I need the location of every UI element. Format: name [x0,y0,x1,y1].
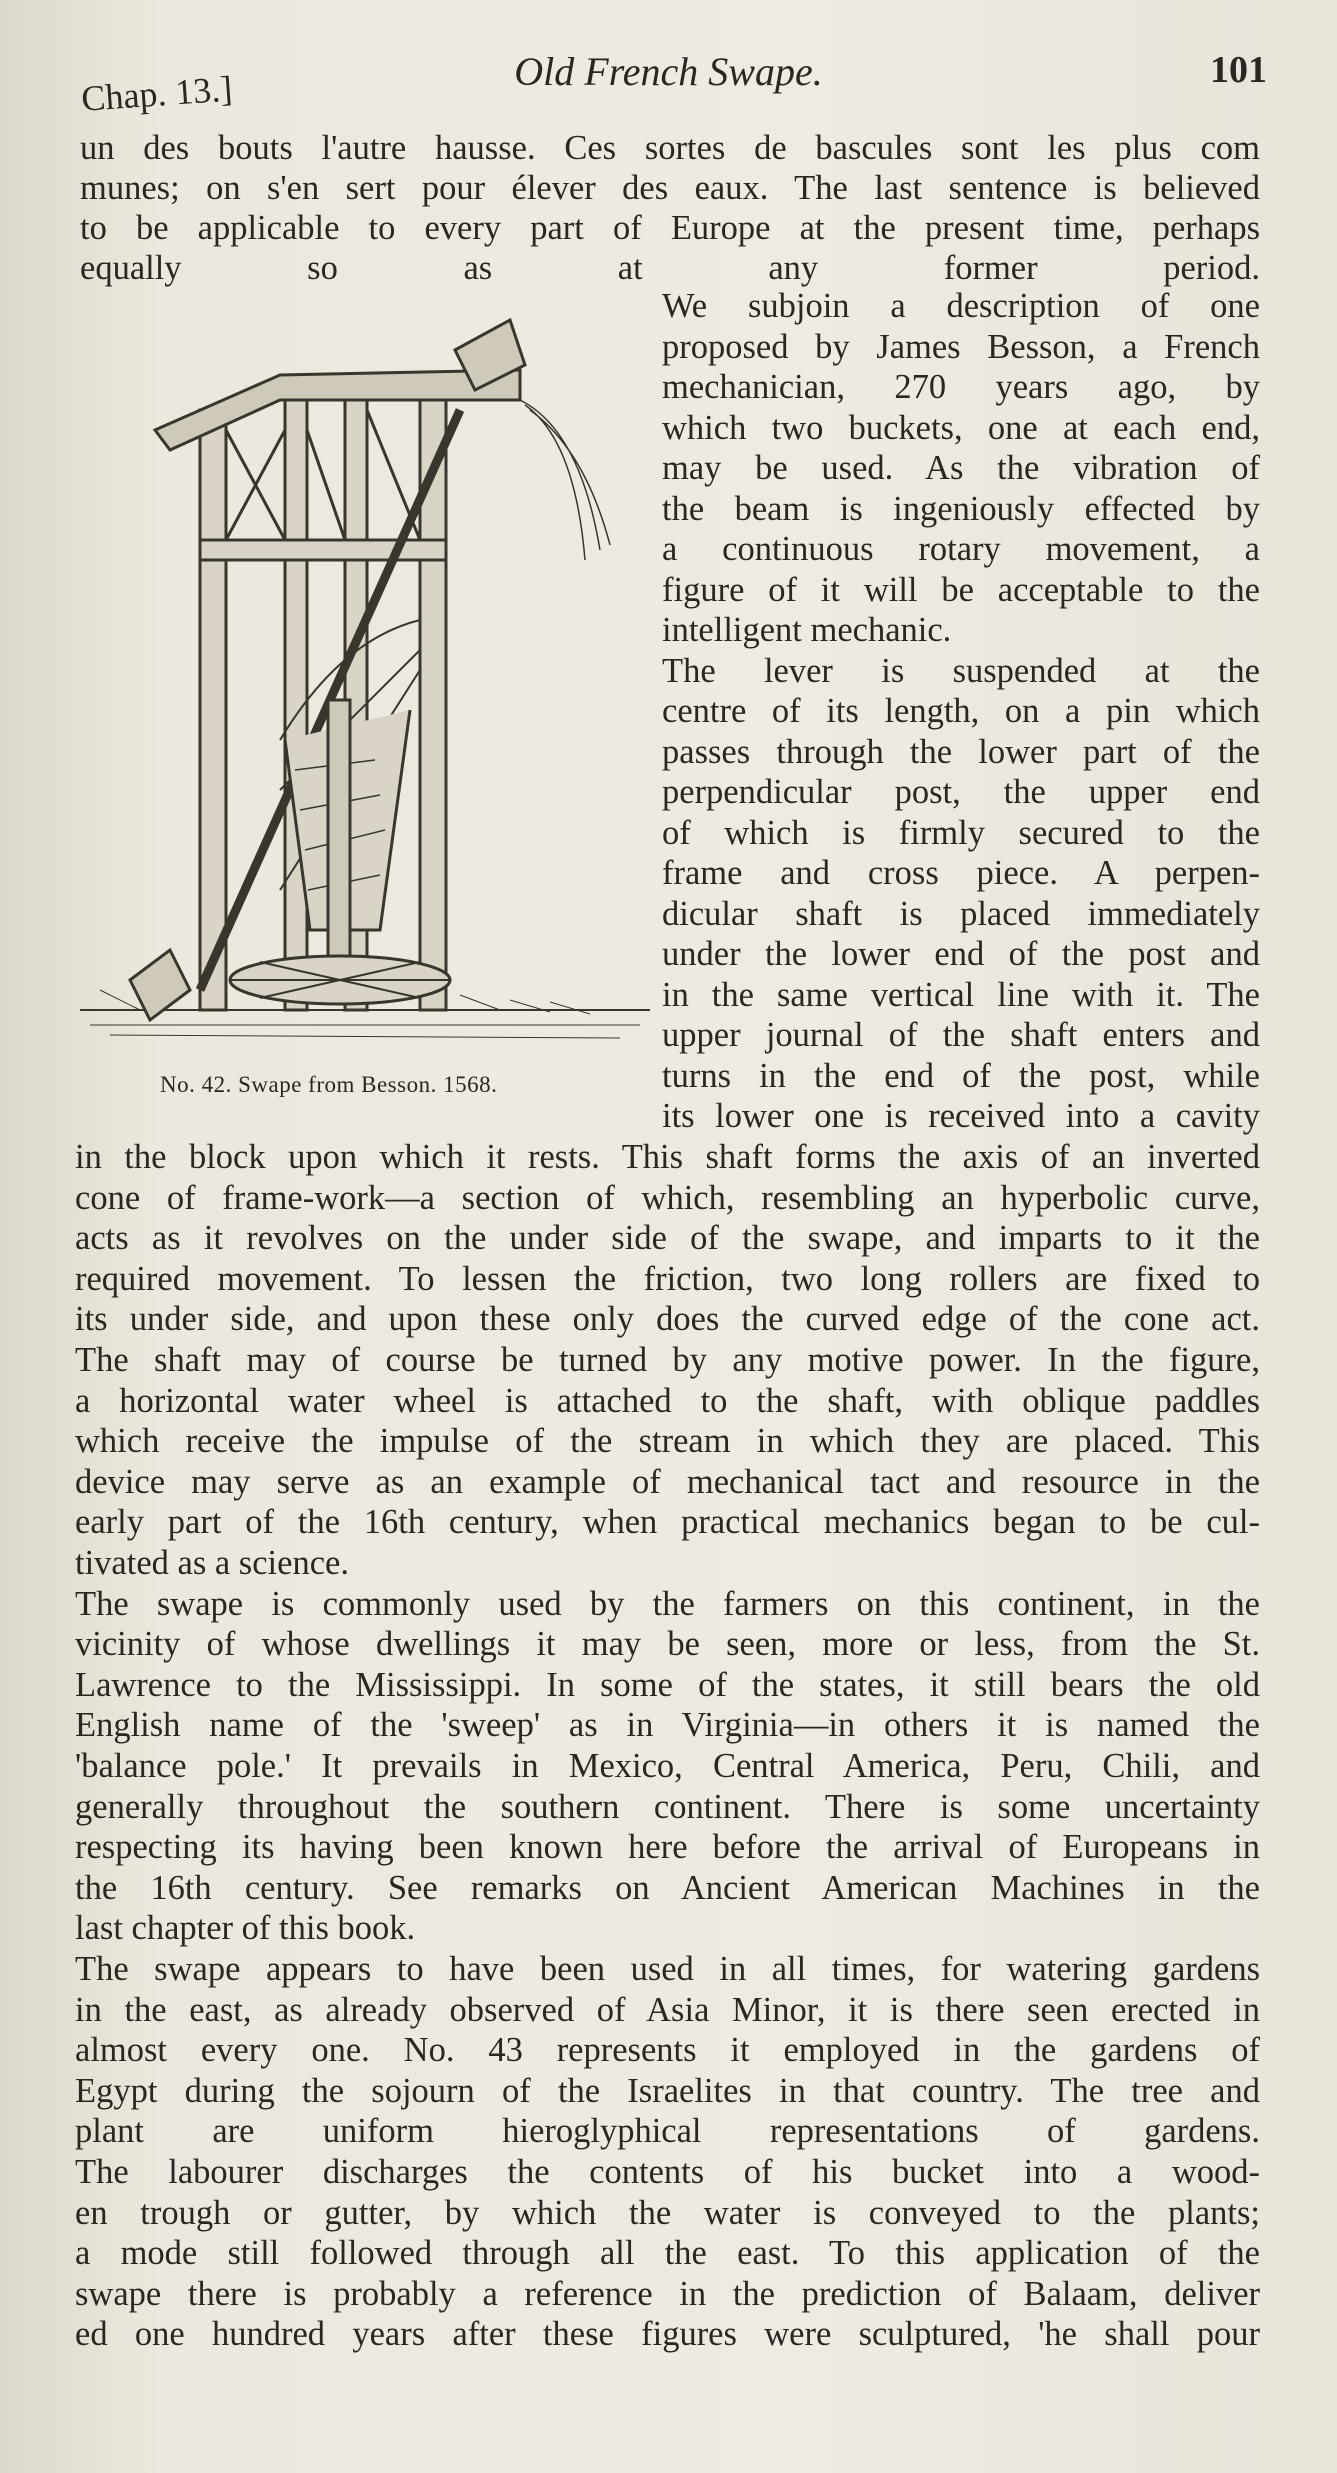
text-line: dicular shaft is placed immediately [662,894,1260,933]
text-line: intelligent mechanic. [662,611,952,649]
text-line: in the east, as already observed of Asia Minor, it is there seen erected in [75,1990,1260,2029]
text-line: The lever is suspended at the [662,651,1260,690]
text-line: the beam is ingeniously effected by [662,489,1260,528]
text-line: under the lower end of the post and [662,935,1260,973]
text-line: en trough or gutter, by which the water is conveyed to the plants; [75,2193,1260,2232]
text-line: centre of its length, on a pin which [662,692,1260,730]
text-line: early part of the 16th century, when practical mechanics began to be cul- [75,1503,1260,1542]
text-line: The shaft may of course be turned by any motive power. In the figure, [75,1341,1260,1379]
text-line: ed one hundred years after these figures were sculptured, 'he shall pour [75,2315,1260,2354]
text-line: a horizontal water wheel is attached to the shaft, with oblique paddles [75,1381,1260,1420]
text-line: generally throughout the southern continent. There is some uncertainty [75,1787,1260,1826]
text-line: of which is firmly secured to the [662,813,1260,852]
text-line: proposed by James Besson, a French [662,327,1260,366]
text-line: its lower one is received into a cavity [662,1097,1260,1135]
text-line: which receive the impulse of the stream in which they are placed. This [75,1422,1260,1461]
text-line: perpendicular post, the upper end [662,773,1260,811]
swape-engraving [80,290,650,1065]
text-line: 'balance pole.' It prevails in Mexico, Central America, Peru, Chili, and [75,1747,1260,1785]
text-line: almost every one. No. 43 represents it employed in the gardens of [75,2031,1260,2070]
text-line: The swape appears to have been used in all times, for watering gardens [75,1950,1260,1988]
text-line: a continuous rotary movement, a [662,530,1260,568]
text-line: tivated as a science. [75,1544,349,1582]
text-line: un des bouts l'autre hausse. Ces sortes de bascules sont les plus com [80,129,1260,167]
text-line: vicinity of whose dwellings it may be seen, more or less, from the St. [75,1625,1260,1664]
text-line: in the same vertical line with it. The [662,975,1260,1014]
text-line: plant are uniform hieroglyphical representations of gardens. [75,2112,1260,2151]
text-line: to be applicable to every part of Europe at the present time, perhaps [80,209,1260,247]
text-line: may be used. As the vibration of [662,449,1260,487]
text-line: equally so as at any former period. [80,249,1260,287]
text-line: in the block upon which it rests. This shaft forms the axis of an inverted [75,1138,1260,1176]
text-line: acts as it revolves on the under side of the swape, and imparts to it the [75,1219,1260,1258]
running-title: Old French Swape. [514,49,823,94]
text-line: last chapter of this book. [75,1909,416,1948]
text-line: upper journal of the shaft enters and [662,1016,1260,1054]
chapter-label: Chap. 13.] [80,68,234,119]
text-line: The swape is commonly used by the farmers on this continent, in the [75,1584,1260,1623]
text-line: Egypt during the sojourn of the Israelites in that country. The tree and [75,2071,1260,2110]
text-line: which two buckets, one at each end, [662,408,1260,447]
text-line: cone of frame-work—a section of which, resembling an hyperbolic curve, [75,1178,1260,1217]
text-line: English name of the 'sweep' as in Virginia—in others it is named the [75,1706,1260,1745]
swape-illustration [80,290,650,1065]
text-line: passes through the lower part of the [662,732,1260,771]
text-line: frame and cross piece. A perpen- [662,854,1260,892]
text-line: Lawrence to the Mississippi. In some of the states, it still bears the old [75,1665,1260,1704]
figure-caption: No. 42. Swape from Besson. 1568. [160,1072,498,1097]
text-line: the 16th century. See remarks on Ancient American Machines in the [75,1868,1260,1907]
text-line: The labourer discharges the contents of his bucket into a wood- [75,2153,1260,2191]
text-line: required movement. To lessen the friction, two long rollers are fixed to [75,1259,1260,1298]
text-line: turns in the end of the post, while [662,1056,1260,1095]
text-line: respecting its having been known here before the arrival of Europeans in [75,1828,1260,1867]
text-line: device may serve as an example of mechanical tact and resource in the [75,1462,1260,1501]
text-line: its under side, and upon these only does the curved edge of the cone act. [75,1300,1260,1339]
text-line: figure of it will be acceptable to the [662,570,1260,609]
text-line: a mode still followed through all the east. To this application of the [75,2234,1260,2273]
text-line: swape there is probably a reference in the prediction of Balaam, deliver [75,2274,1260,2313]
page-number: 101 [1210,49,1267,91]
text-line: munes; on s'en sert pour élever des eaux. The last sentence is believed [80,169,1260,207]
text-line: We subjoin a description of one [662,287,1260,325]
text-line: mechanician, 270 years ago, by [662,368,1260,406]
